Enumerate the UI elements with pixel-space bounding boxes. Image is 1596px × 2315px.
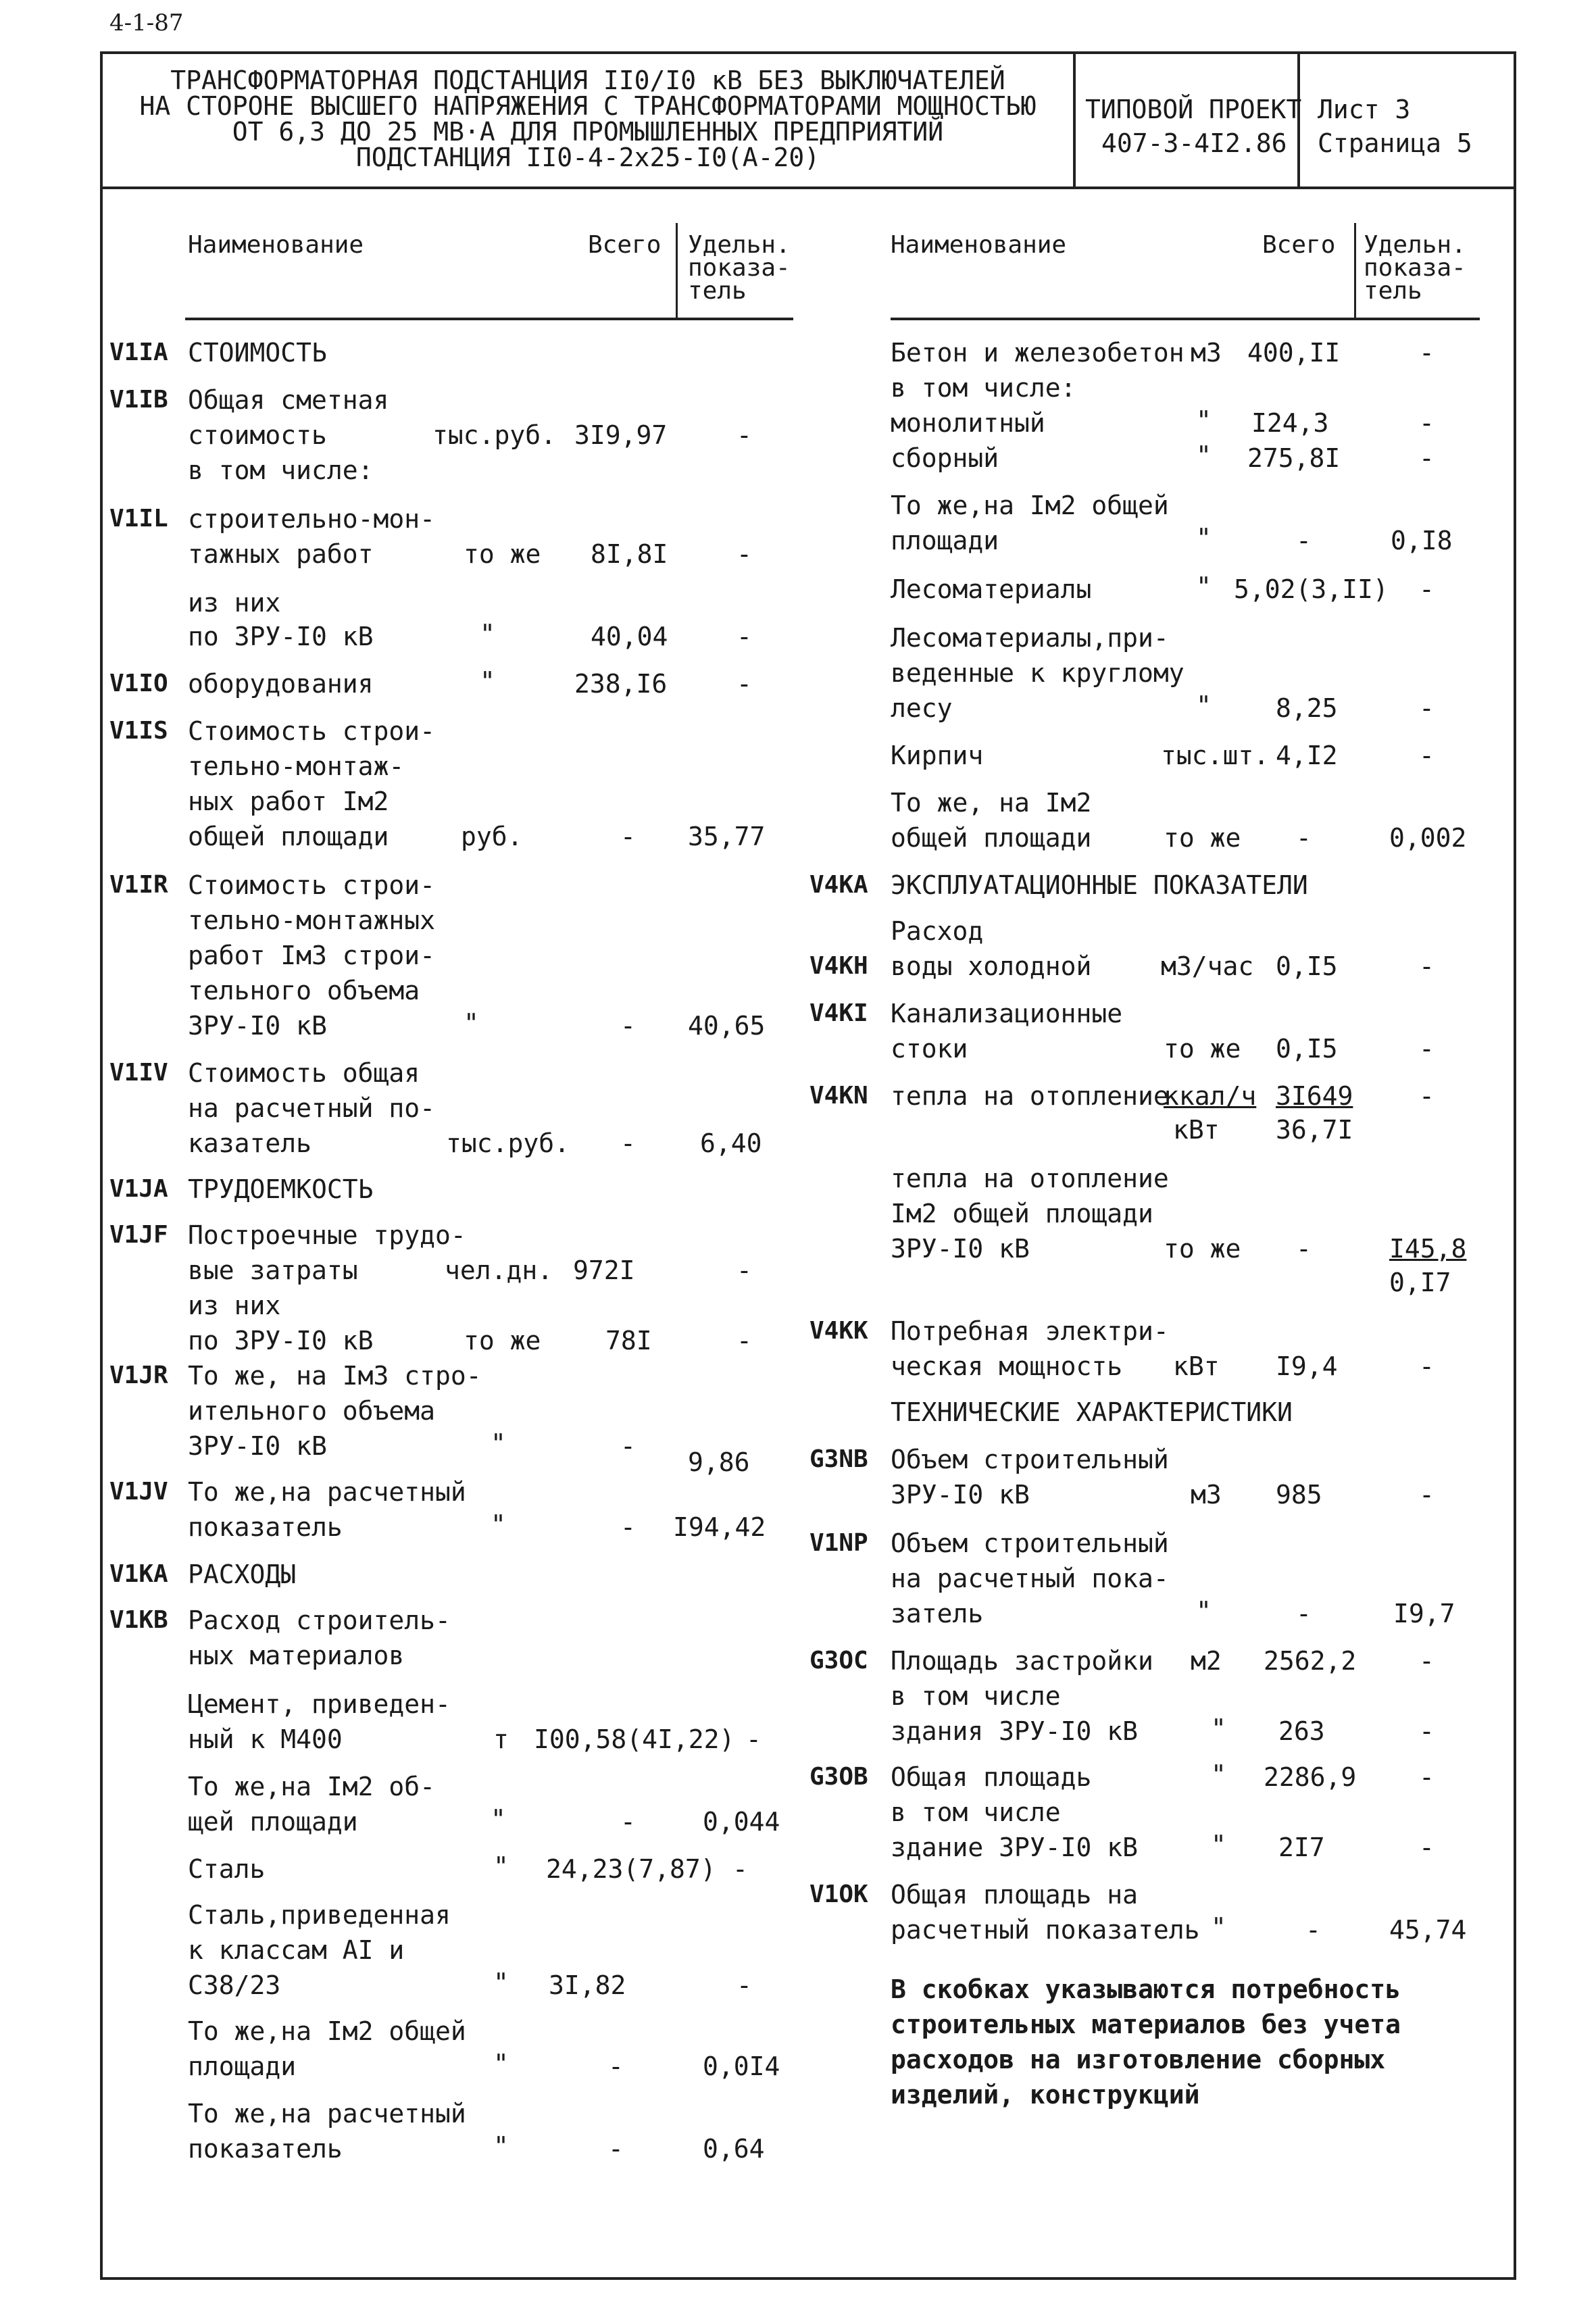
col-header-specific-line: тель [1364,277,1422,305]
row-label: работ Iм3 строи- [188,941,436,970]
row-label: монолитный [891,408,1045,438]
row-label: площади [188,2051,297,2081]
row-unit: " [1196,523,1212,553]
row-total: 2I7 [1278,1833,1325,1862]
row-total: 8,25 [1276,693,1338,723]
row-unit: тыс.руб. [446,1128,570,1158]
row-unit: кВт [1173,1351,1220,1381]
row-unit: то же [464,1326,541,1355]
col-header-specific-right [1364,231,1466,305]
row-unit: тыс.руб. [432,420,557,450]
row-label: То же,на Iм2 общей [891,491,1169,520]
row-unit: " [1196,1596,1212,1626]
row-total: - [608,2134,624,2164]
project-label: ТИПОВОЙ ПРОЕКТ [1085,95,1302,124]
row-specific: 0,64 [703,2134,765,2164]
row-unit: " [480,666,495,696]
row-total: I00,58(4I,22) [534,1724,735,1754]
row-unit: " [1211,1912,1226,1942]
row-label: ческая мощность [891,1351,1123,1381]
row-label: Построечные трудо- [188,1220,466,1250]
row-label: ных материалов [188,1641,405,1670]
row-code: V4KN [809,1082,868,1110]
row-unit: то же [1164,823,1241,853]
footnote [891,1972,1401,2112]
row-label: общей площади [188,822,389,851]
row-specific: - [1419,1081,1435,1111]
row-specific: - [737,1255,752,1285]
row-specific: - [1419,1034,1435,1064]
row-specific: 6,40 [700,1128,762,1158]
row-label: То же,на расчетный [188,2099,466,2129]
row-specific: - [1419,443,1435,473]
row-label: ТЕХНИЧЕСКИЕ ХАРАКТЕРИСТИКИ [891,1397,1293,1427]
right-header-sep [1354,223,1356,318]
row-unit: то же [464,539,541,569]
row-specific: - [737,622,752,651]
row-label: Iм2 общей площади [891,1199,1153,1228]
left-header-rule [185,318,793,320]
row-label: С38/23 [188,1970,281,2000]
row-specific: I94,42 [673,1512,766,1542]
row-total: 275,8I [1247,443,1341,473]
row-unit: чел.дн. [445,1255,553,1285]
row-label: То же,на Iм2 об- [188,1772,436,1801]
row-unit: т [493,1724,509,1754]
col-header-specific-line: Удельн. [1364,231,1466,259]
row-total: 0,I5 [1276,1034,1338,1064]
row-label: щей площади [188,1807,358,1837]
row-label: из них [188,588,281,618]
row-specific: - [737,420,752,450]
row-specific: - [1419,1351,1435,1381]
row-label: ЗРУ-I0 кВ [891,1234,1030,1264]
row-total: 3I9,97 [574,420,668,450]
col-header-name: Наименование [188,231,364,259]
row-specific: - [1419,408,1435,438]
right-header-rule [891,318,1480,320]
row-total: 2562,2 [1264,1646,1357,1676]
row-label: площади [891,526,999,555]
row-total: 400,II [1247,338,1341,368]
row-total: 2286,9 [1264,1762,1357,1792]
row-unit: " [1211,1830,1226,1860]
row-label: здание ЗРУ-I0 кВ [891,1833,1139,1862]
row-specific: 35,77 [688,822,766,851]
row-label: Площадь застройки [891,1646,1153,1676]
row-specific: I45,8 [1389,1234,1467,1264]
row-specific-secondary: 0,I7 [1389,1268,1451,1297]
row-code: V1KA [109,1560,168,1588]
row-label: воды холодной [891,951,1092,981]
row-specific: - [1419,741,1435,770]
row-total-secondary: 36,7I [1276,1115,1353,1145]
row-total: 238,I6 [574,669,668,699]
row-label: ЗРУ-I0 кВ [188,1011,327,1041]
row-label: общей площади [891,823,1092,853]
row-unit: " [491,1804,506,1834]
row-label: То же, на Iм3 стро- [188,1361,482,1391]
row-total: 40,04 [591,622,668,651]
row-specific: - [1419,951,1435,981]
row-specific: 0,002 [1389,823,1467,853]
row-unit: " [1196,691,1212,720]
row-label: Стоимость строи- [188,870,436,900]
row-code: V1IB [109,386,168,414]
title-line: ПОДСТАНЦИЯ II0-4-2х25-I0(А-20) [355,143,820,172]
row-label: тепла на отопление [891,1081,1169,1111]
row-total: 3I,82 [549,1970,626,2000]
row-total: 4,I2 [1276,741,1338,770]
row-label: РАСХОДЫ [188,1560,297,1589]
title-line: ОТ 6,3 ДО 25 МВ·А ДЛЯ ПРОМЫШЛЕННЫХ ПРЕДПРИЯТИЙ [232,117,944,147]
row-label: СТОИМОСТЬ [188,338,327,368]
row-label: к классам АI и [188,1935,405,1965]
row-label: Лесоматериалы [891,574,1092,604]
row-code: G3OB [809,1763,868,1791]
row-code: V1NP [809,1529,868,1557]
row-label: тажных работ [188,539,374,569]
row-specific: 0,I8 [1391,526,1453,555]
row-code: V1JV [109,1478,168,1505]
row-label: Бетон и железобетон [891,338,1184,368]
row-unit: м3 [1191,338,1222,368]
row-unit: " [1196,441,1212,470]
left-header-sep [676,223,678,318]
col-header-specific-line: показа- [1364,254,1466,282]
row-total: 263 [1278,1716,1325,1746]
row-code: V4KA [809,871,868,899]
row-unit: " [464,1008,479,1038]
row-code: V1IV [109,1059,168,1087]
row-label: веденные к круглому [891,658,1184,688]
row-total: 78I [605,1326,652,1355]
row-total: 8I,8I [591,539,668,569]
page-number: Страница 5 [1318,128,1472,158]
row-specific: - [737,1326,752,1355]
row-specific: - [1419,574,1435,604]
row-label: Лесоматериалы,при- [891,623,1169,653]
row-total: - [1296,823,1312,853]
row-unit: " [493,2049,509,2078]
row-label: Расход строитель- [188,1605,451,1635]
row-label: Объем строительный [891,1528,1169,1558]
row-label: затель [891,1599,984,1628]
row-label: по ЗРУ-I0 кВ [188,1326,374,1355]
row-label: стоки [891,1034,968,1064]
row-label: То же,на Iм2 общей [188,2016,466,2046]
row-specific: - [1419,1646,1435,1676]
row-unit: то же [1164,1234,1241,1264]
row-specific: - [737,539,752,569]
row-label: из них [188,1291,281,1320]
row-label: ных работ Iм2 [188,787,389,816]
row-unit: " [1211,1714,1226,1743]
row-specific: - [1419,1762,1435,1792]
row-label: Канализационные [891,999,1123,1028]
row-specific: 0,044 [703,1807,780,1837]
row-code: V1JA [109,1175,168,1203]
footnote-line: изделий, конструкций [891,2080,1200,2110]
row-specific: - [1419,1833,1435,1862]
row-label: Кирпич [891,741,984,770]
row-unit: " [493,1968,509,1997]
row-unit: " [1196,405,1212,435]
row-unit: м2 [1191,1646,1222,1676]
row-specific: I9,7 [1393,1599,1455,1628]
row-total: - [620,1011,636,1041]
row-code: G3NB [809,1445,868,1473]
row-label: То же, на Iм2 [891,788,1092,818]
row-total: - [1296,526,1312,555]
row-label: в том числе: [188,455,374,485]
row-unit: тыс.шт. [1161,741,1270,770]
row-label: ный к М400 [188,1724,343,1754]
footnote-line: строительных материалов без учета [891,2010,1401,2039]
document-title [115,68,1061,170]
row-total: - [1296,1234,1312,1264]
row-specific: 45,74 [1389,1915,1467,1945]
row-label: казатель [188,1128,312,1158]
row-total: - [620,1512,636,1542]
row-code: V4KH [809,952,868,980]
row-unit: " [493,2131,509,2161]
row-label: Стоимость строи- [188,716,436,746]
row-total: - [620,1128,636,1158]
row-label: тепла на отопление [891,1164,1169,1193]
col-header-total-right: Всего [1262,231,1336,259]
row-code: V1OK [809,1881,868,1908]
row-code: V4KK [809,1317,868,1345]
row-label: Сталь,приведенная [188,1900,451,1930]
row-label: здания ЗРУ-I0 кВ [891,1716,1139,1746]
row-label: Сталь [188,1854,266,1884]
project-number: 407-3-4I2.86 [1101,128,1287,158]
col-header-name-right: Наименование [891,231,1067,259]
row-total: - [620,822,636,851]
row-code: V4KI [809,999,868,1027]
row-unit: " [491,1428,506,1458]
row-label: на расчетный по- [188,1093,436,1123]
row-code: V1IL [109,505,168,532]
row-label: ительного объема [188,1396,436,1426]
row-unit-secondary: кВт [1173,1115,1220,1145]
col-header-specific [688,231,791,305]
row-code: V1JR [109,1362,168,1389]
row-label: тельно-монтажных [188,905,436,935]
row-label: ЭКСПЛУАТАЦИОННЫЕ ПОКАЗАТЕЛИ [891,870,1308,900]
row-unit: " [480,619,495,649]
row-label: Потребная электри- [891,1316,1169,1346]
row-label: сборный [891,443,999,473]
row-label: вые затраты [188,1255,358,1285]
header-vline-1 [1073,51,1076,188]
row-unit: " [1211,1760,1226,1789]
row-total: I9,4 [1276,1351,1338,1381]
row-code: V1IR [109,871,168,899]
row-label: на расчетный пока- [891,1564,1169,1593]
row-code: V1KB [109,1606,168,1634]
row-specific: - [737,1970,752,2000]
row-unit: " [493,1851,509,1881]
row-total: I24,3 [1251,408,1329,438]
col-header-specific-line: Удельн. [688,231,791,259]
row-total: 985 [1276,1480,1322,1510]
row-label: по ЗРУ-I0 кВ [188,622,374,651]
row-code: V1IO [109,670,168,697]
row-total: 972I [573,1255,635,1285]
page-code: 4-1-87 [109,9,184,36]
row-specific: - [1419,338,1435,368]
row-specific: 9,86 [688,1447,750,1477]
row-total: - [608,2051,624,2081]
row-total: 0,I5 [1276,951,1338,981]
row-unit: " [491,1510,506,1539]
row-code: V1IA [109,339,168,366]
title-line: ТРАНСФОРМАТОРНАЯ ПОДСТАНЦИЯ II0/I0 кВ БЕЗ ВЫКЛЮЧАТЕЛЕЙ [170,66,1005,95]
col-header-total: Всего [588,231,662,259]
row-label: тельного объема [188,976,420,1005]
row-label: То же,на расчетный [188,1477,466,1507]
row-total: 3I649 [1276,1081,1353,1111]
row-unit: " [1196,572,1212,601]
row-label: стоимость [188,420,327,450]
row-label: ЗРУ-I0 кВ [188,1431,327,1461]
row-unit: м3/час [1161,951,1254,981]
sheet-number: Лист 3 [1318,95,1411,124]
row-label: Общая сметная [188,385,389,415]
row-specific: - [1419,1480,1435,1510]
row-label: ЗРУ-I0 кВ [891,1480,1030,1510]
title-line: НА СТОРОНЕ ВЫСШЕГО НАПРЯЖЕНИЯ С ТРАНСФОРМАТОРАМИ МОЩНОСТЬЮ [139,91,1037,121]
row-label: в том числе [891,1797,1061,1827]
row-total: - [1296,1599,1312,1628]
footnote-line: расходов на изготовление сборных [891,2045,1386,2074]
row-total: 24,23(7,87) [546,1854,716,1884]
row-total: - [620,1431,636,1461]
row-unit: руб. [461,822,523,851]
row-specific: - [1419,693,1435,723]
row-code: V1JF [109,1221,168,1249]
col-header-specific-line: тель [688,277,747,305]
row-label: ТРУДОЕМКОСТЬ [188,1174,374,1204]
row-label: Расход [891,916,984,946]
row-specific: - [737,669,752,699]
row-label: оборудования [188,669,374,699]
row-unit: ккал/ч [1164,1081,1257,1111]
header-divider [100,186,1516,189]
row-label: Общая площадь на [891,1880,1139,1910]
col-header-specific-line: показа- [688,254,791,282]
row-code: V1IS [109,717,168,745]
row-specific: - [746,1724,762,1754]
row-specific: 0,0I4 [703,2051,780,2081]
row-total: - [1305,1915,1321,1945]
row-label: показатель [188,1512,343,1542]
row-label: лесу [891,693,953,723]
row-label: тельно-монтаж- [188,751,405,781]
row-label: расчетный показатель [891,1915,1200,1945]
row-unit: м3 [1191,1480,1222,1510]
row-label: строительно-мон- [188,504,436,534]
row-label: Цемент, приведен- [188,1689,451,1719]
row-code: G3OC [809,1647,868,1674]
row-label: Общая площадь [891,1762,1092,1792]
row-label: Объем строительный [891,1445,1169,1474]
footnote-line: В скобках указываются потребность [891,1974,1401,2004]
row-specific: - [1419,1716,1435,1746]
row-label: Стоимость общая [188,1058,420,1088]
row-specific: - [732,1854,748,1884]
row-label: в том числе [891,1681,1061,1711]
row-label: в том числе: [891,373,1076,403]
row-label: показатель [188,2134,343,2164]
row-total: 5,02(3,II) [1234,574,1389,604]
row-total: - [620,1807,636,1837]
row-unit: то же [1164,1034,1241,1064]
row-specific: 40,65 [688,1011,766,1041]
